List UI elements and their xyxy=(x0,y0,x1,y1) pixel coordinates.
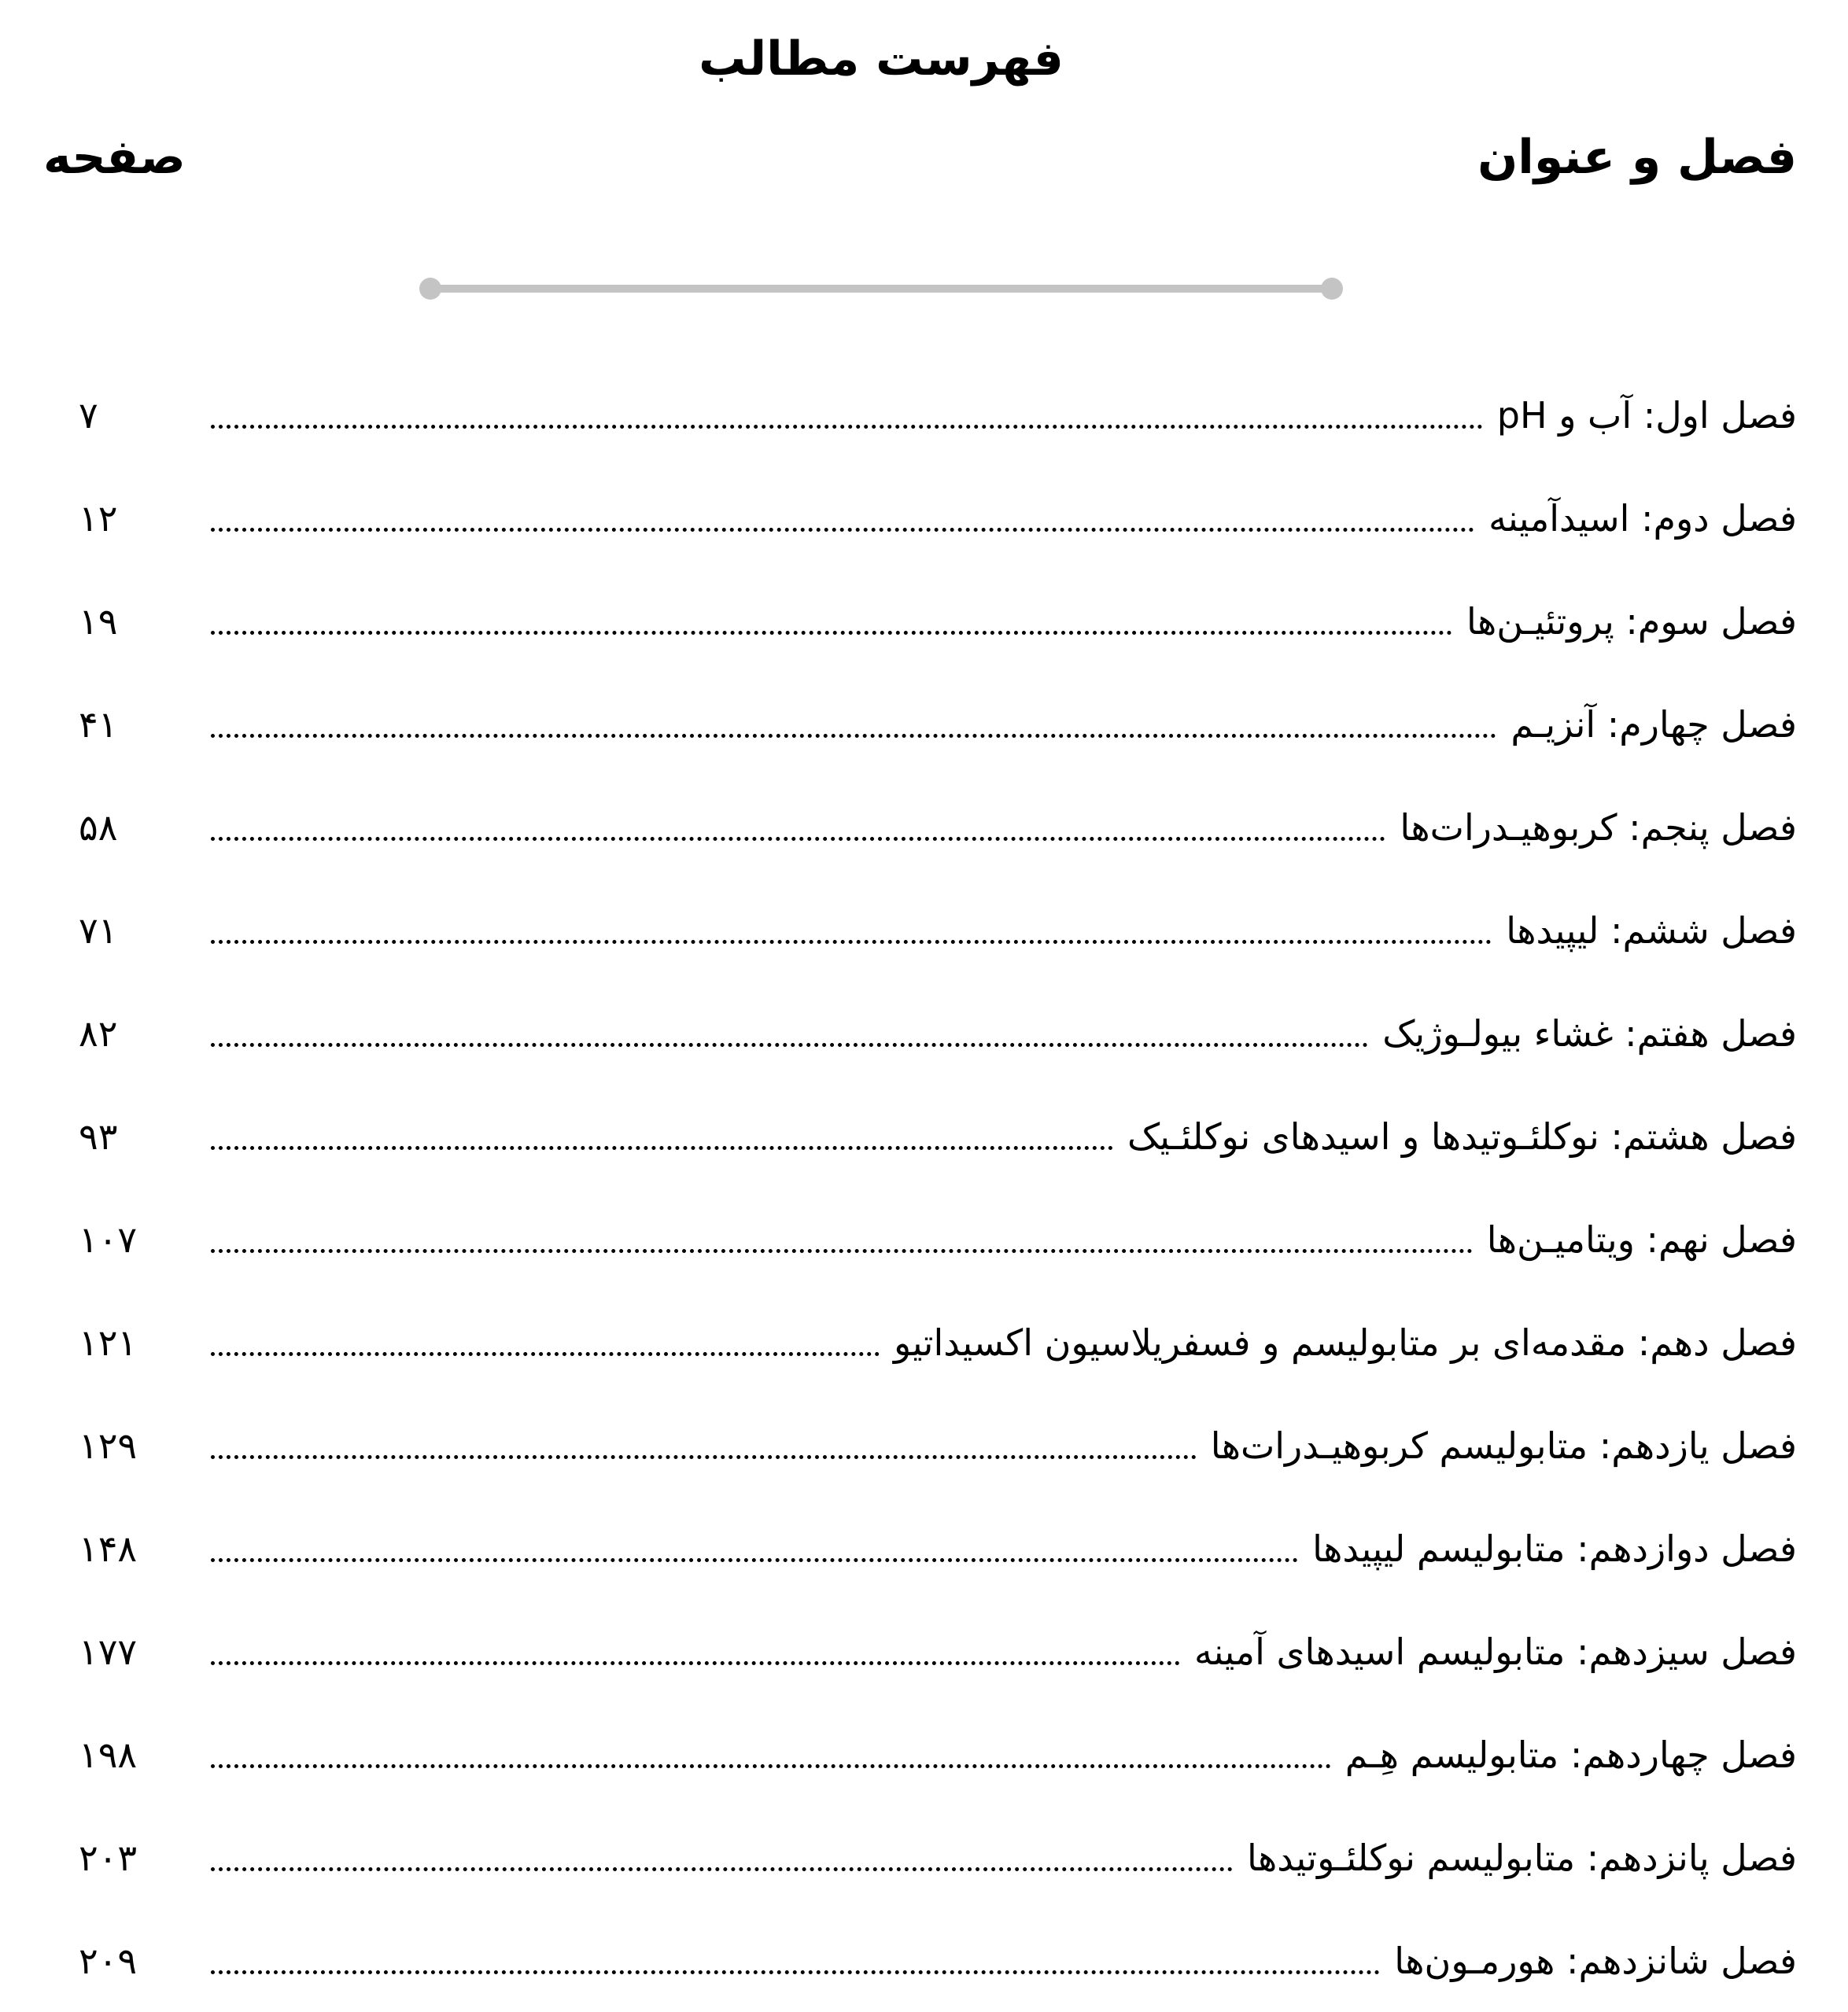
toc-entry-page-number: ۴۱ xyxy=(79,702,118,746)
toc-entry[interactable] xyxy=(79,1703,1797,1806)
toc-entry-title: فصل یازدهم: متابولیسم کربوهیـدرات‌ها xyxy=(1210,1424,1797,1467)
toc-entry[interactable] xyxy=(79,1291,1797,1394)
toc-entry[interactable] xyxy=(79,466,1797,569)
toc-entry[interactable] xyxy=(79,363,1797,466)
toc-entry-page-number: ۱۹ xyxy=(79,599,118,643)
toc-entry[interactable] xyxy=(79,879,1797,982)
toc-entry[interactable] xyxy=(79,1909,1797,2012)
toc-entry-title: فصل اول: آب و pH xyxy=(1496,393,1797,437)
toc-leader-dots xyxy=(211,1041,1368,1047)
toc-entry-title: فصل پنجم: کربوهیـدرات‌ها xyxy=(1400,805,1797,849)
toc-leader-dots xyxy=(211,423,1483,429)
toc-leader-dots xyxy=(211,1351,880,1356)
toc-entry-title: فصل چهاردهم: متابولیسم هِـم xyxy=(1345,1733,1797,1776)
toc-leader-dots xyxy=(211,835,1385,841)
toc-entry-title: فصل شانزدهم: هورمـون‌ها xyxy=(1394,1939,1797,1982)
toc-entry-title: فصل سیزدهم: متابولیسم اسیدهای آمینه xyxy=(1194,1630,1797,1673)
toc-entry-page-number: ۱۰۷ xyxy=(79,1218,138,1261)
toc-entry-page-number: ۱۹۸ xyxy=(79,1733,138,1776)
toc-entry-title: فصل پانزدهم: متابولیسم نوکلئـوتیدها xyxy=(1246,1836,1797,1879)
page-column-label: صفحه xyxy=(43,130,186,185)
toc-entry[interactable] xyxy=(79,982,1797,1085)
toc-entry[interactable] xyxy=(79,1806,1797,1909)
toc-entry-title: فصل هشتم: نوکلئـوتیدها و اسیدهای نوکلئـیک xyxy=(1127,1115,1797,1158)
toc-leader-dots xyxy=(211,1454,1197,1459)
toc-entry-page-number: ۲۰۳ xyxy=(79,1836,138,1879)
toc-leader-dots xyxy=(211,1247,1473,1253)
toc-entry[interactable] xyxy=(79,673,1797,776)
divider-line xyxy=(429,285,1333,293)
toc-entry[interactable] xyxy=(79,1497,1797,1600)
toc-leader-dots xyxy=(211,1763,1331,1768)
toc-list xyxy=(79,363,1797,2012)
chapter-column-label: فصل و عنوان xyxy=(1477,130,1797,185)
toc-leader-dots xyxy=(211,938,1492,944)
toc-entry-title: فصل دهم: مقدمه‌ای بر متابولیسم و فسفریلاسیون اکسیداتیو xyxy=(894,1321,1797,1364)
toc-entry-page-number: ۷ xyxy=(79,393,98,437)
toc-leader-dots xyxy=(211,1866,1233,1871)
toc-entry-page-number: ۹۳ xyxy=(79,1115,118,1158)
toc-leader-dots xyxy=(211,1144,1113,1150)
toc-entry-page-number: ۵۸ xyxy=(79,805,118,849)
toc-entry-title: فصل چهارم: آنزیـم xyxy=(1510,702,1797,746)
toc-entry-page-number: ۱۲۱ xyxy=(79,1321,138,1364)
toc-entry-page-number: ۸۲ xyxy=(79,1012,118,1055)
toc-entry-title: فصل دوازدهم: متابولیسم لیپیدها xyxy=(1312,1527,1797,1570)
toc-leader-dots xyxy=(211,1557,1298,1562)
toc-leader-dots xyxy=(211,526,1474,532)
divider-dot-right xyxy=(1321,278,1343,300)
toc-leader-dots xyxy=(211,1969,1380,1974)
toc-entry[interactable] xyxy=(79,1600,1797,1703)
toc-entry[interactable] xyxy=(79,776,1797,879)
toc-entry-page-number: ۱۷۷ xyxy=(79,1630,138,1673)
toc-entry-page-number: ۱۲۹ xyxy=(79,1424,138,1467)
toc-entry[interactable] xyxy=(79,1085,1797,1188)
divider-dot-left xyxy=(419,278,441,300)
toc-entry-title: فصل هفتم: غشاء بیولـوژیک xyxy=(1382,1012,1797,1055)
toc-entry-page-number: ۲۰۹ xyxy=(79,1939,138,1982)
toc-entry-page-number: ۱۴۸ xyxy=(79,1527,138,1570)
toc-entry-title: فصل ششم: لیپیدها xyxy=(1506,908,1797,952)
toc-leader-dots xyxy=(211,732,1496,738)
toc-entry-title: فصل دوم: اسیدآمینه xyxy=(1488,496,1797,540)
toc-entry[interactable] xyxy=(79,1188,1797,1291)
toc-entry-page-number: ۱۲ xyxy=(79,496,118,540)
page-title: فهرست مطالب xyxy=(699,31,1064,87)
toc-entry[interactable] xyxy=(79,1394,1797,1497)
toc-entry-title: فصل نهم: ویتامیـن‌ها xyxy=(1486,1218,1797,1261)
toc-entry-page-number: ۷۱ xyxy=(79,908,118,952)
toc-leader-dots xyxy=(211,1660,1180,1665)
toc-entry[interactable] xyxy=(79,569,1797,673)
toc-leader-dots xyxy=(211,629,1452,635)
toc-entry-title: فصل سوم: پروتئیـن‌ها xyxy=(1466,599,1797,643)
